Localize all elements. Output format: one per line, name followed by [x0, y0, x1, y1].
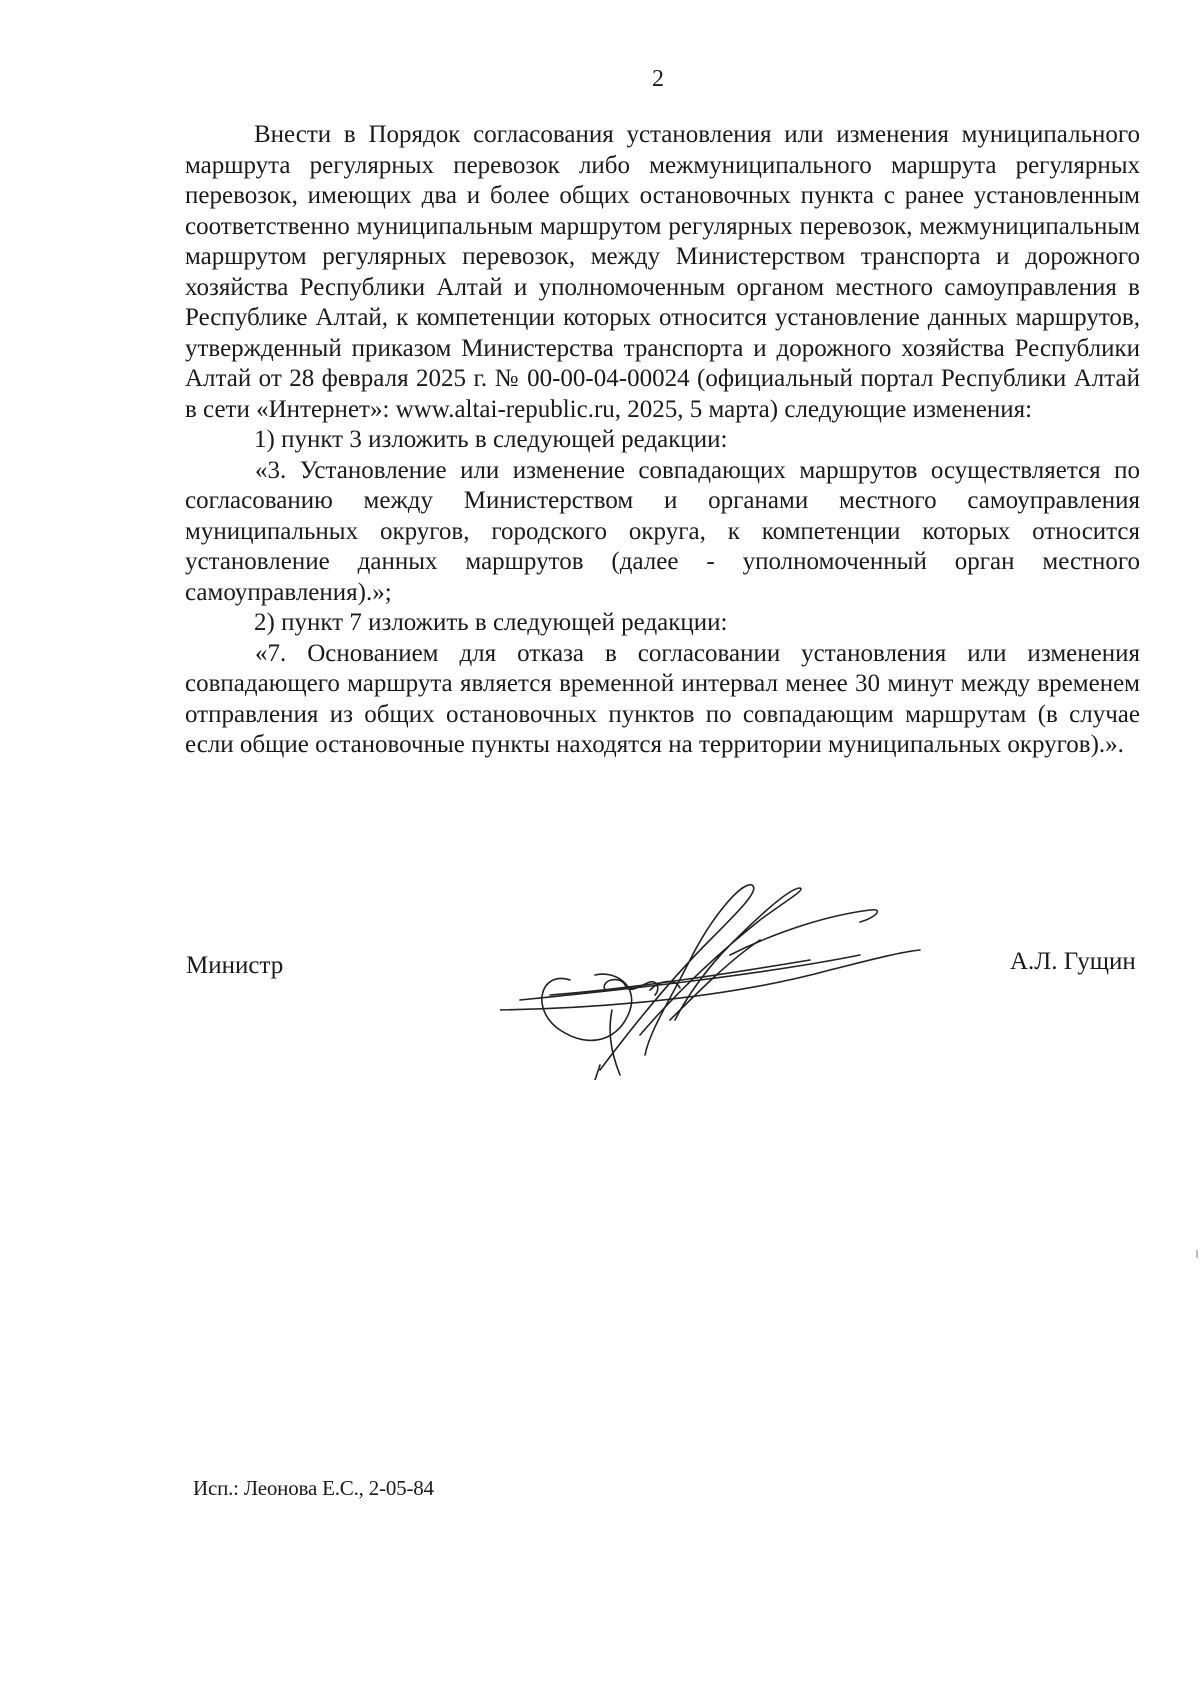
paragraph-item-1: 1) пункт 3 изложить в следующей редакции:: [254, 426, 728, 453]
signatory-position: Министр: [186, 952, 284, 979]
paragraph-item-2: 2) пункт 7 изложить в следующей редакции:: [254, 609, 728, 636]
document-body: [185, 120, 1140, 761]
scan-edge-mark: [1196, 1250, 1198, 1258]
signatory-name: А.Л. Гущин: [1010, 948, 1136, 975]
handwritten-signature: [500, 860, 950, 1080]
paragraph-intro: Внести в Порядок согласования установления или изменения муниципального маршрута регулярных перевозок либо межмуниципального маршрута регулярных перевозок, имеющих два и более общих остановочных пункта с ранее установленным соответственно муниципальным маршрутом регулярных перевозок, межмуниципальным маршрутом регулярных перевозок, между Министерством транспорта и дорожного хозяйства Республики Алтай и уполномоченным органом местного самоуправления в Республике Алтай, к компетенции которых относится установление данных маршрутов, утвержденный приказом Министерства транспорта и дорожного хозяйства Республики Алтай от 28 февраля 2025 г. № 00-00-04-00024 (официальный портал Республики Алтай в сети «Интернет»: www.altai-republic.ru, 2025, 5 марта) следующие изменения:: [185, 121, 1140, 423]
executor-note: Исп.: Леонова Е.С., 2-05-84: [193, 1476, 434, 1500]
paragraph-quote-point-3: «3. Установление или изменение совпадающих маршрутов осуществляется по согласованию между Министерством и органами местного самоуправления муниципальных округов, городского округа, к компетенции которых относится установление данных маршрутов (далее - уполномоченный орган местного самоуправления).»;: [185, 456, 1140, 606]
page-number: 2: [652, 66, 664, 92]
paragraph-quote-point-7: «7. Основанием для отказа в согласовании установления или изменения совпадающего маршрута является временной интервал менее 30 минут между временем отправления из общих остановочных пунктов по совпадающим маршрутам (в случае если общие остановочные пункты находятся на территории муниципальных округов).».: [185, 639, 1140, 758]
